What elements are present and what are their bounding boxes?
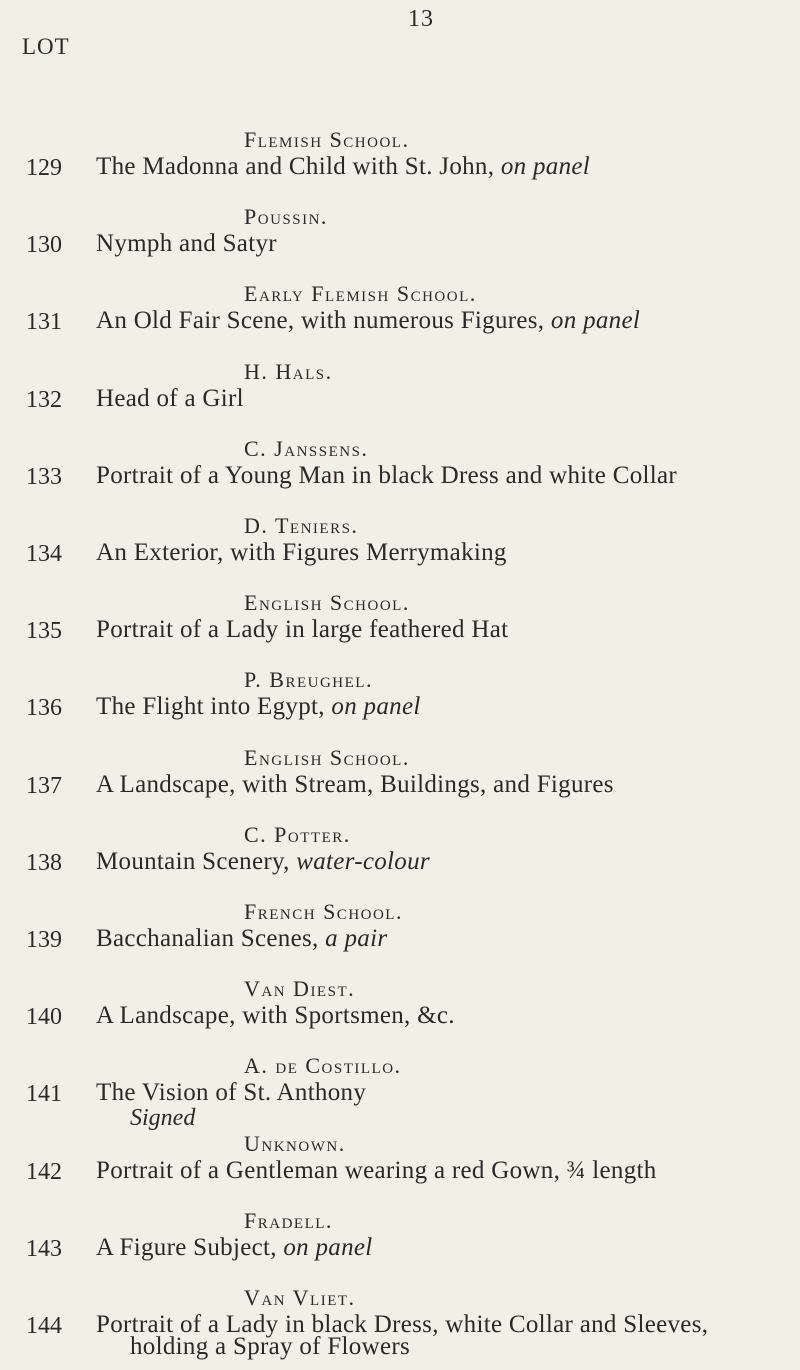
lot-number: 133 <box>26 463 62 490</box>
lot-number: 135 <box>26 618 62 645</box>
lot-title <box>96 1002 455 1030</box>
artist-name: Van Vliet. <box>244 1285 356 1310</box>
lot-entry <box>0 513 800 598</box>
artist-name: Poussin. <box>244 204 328 230</box>
lot-number: 130 <box>26 232 62 259</box>
artist-name: English School. <box>244 590 410 616</box>
lot-title <box>96 616 508 644</box>
lot-number: 144 <box>26 1313 62 1339</box>
artist-name: Unknown. <box>244 1130 346 1156</box>
lot-title-text: Nymph and Satyr <box>96 230 277 258</box>
lot-title <box>96 925 387 953</box>
lot-title-text: Mountain Scenery, <box>96 847 290 875</box>
page-number: 13 <box>408 6 434 32</box>
lot-title-text: Portrait of a Lady in large feathered Hat <box>96 616 509 644</box>
lot-number: 140 <box>26 1004 62 1031</box>
lot-medium-note: water-colour <box>296 847 430 875</box>
lot-number: 143 <box>26 1235 62 1262</box>
lot-entry <box>0 822 800 907</box>
artist-name: D. Teniers. <box>244 513 359 538</box>
lot-number: 141 <box>26 1081 62 1108</box>
lot-title-text: A Landscape, with Stream, Buildings, and Figures <box>96 770 614 798</box>
lot-column-header: LOT <box>22 34 70 59</box>
lot-title <box>96 1157 657 1185</box>
artist-name: P. Breughel. <box>244 667 373 693</box>
artist-name: H. Hals. <box>244 358 333 384</box>
lot-medium-note: on panel <box>283 1233 373 1261</box>
lot-entry <box>0 745 800 830</box>
artist-name: C. Potter. <box>244 821 351 847</box>
lot-number: 132 <box>26 386 62 413</box>
lot-entry <box>0 1131 800 1216</box>
artist-name: English School. <box>244 744 410 770</box>
lot-entry <box>0 976 800 1061</box>
artist-name: Fradell. <box>244 1207 333 1233</box>
artist-name: Van Diest. <box>244 976 356 1002</box>
artist-name: French School. <box>244 899 403 924</box>
lot-title-text: The Madonna and Child with St. John, <box>96 153 495 180</box>
artist-name: A. de Costillo. <box>244 1053 402 1079</box>
lot-title-text: The Flight into Egypt, <box>96 693 325 721</box>
lot-entry <box>0 436 800 521</box>
lot-entry <box>0 667 800 752</box>
lot-title-text: Portrait of a Gentleman wearing a red Gown, ¾ length <box>96 1156 657 1184</box>
lot-title-continuation: holding a Spray of Flowers <box>130 1333 410 1360</box>
lot-number: 138 <box>26 849 62 876</box>
lot-number: 137 <box>26 772 62 799</box>
lot-title <box>96 307 640 335</box>
lot-title-text: Bacchanalian Scenes, <box>96 925 319 952</box>
lot-number: 139 <box>26 927 62 953</box>
lot-entry <box>0 1053 800 1138</box>
lot-entry <box>0 1285 800 1370</box>
lot-title <box>96 693 421 721</box>
artist-name: C. Janssens. <box>244 435 369 461</box>
lot-entry <box>0 359 800 444</box>
lot-number: 131 <box>26 309 62 336</box>
lot-title-text: An Old Fair Scene, with numerous Figures, <box>96 307 545 335</box>
lot-signed-note: Signed <box>130 1105 196 1132</box>
lot-title <box>96 848 430 876</box>
lot-title-text: Portrait of a Lady in black Dress, white Collar and Sleeves, <box>96 1311 709 1338</box>
lot-number: 142 <box>26 1158 62 1185</box>
lot-number: 129 <box>26 155 62 181</box>
lot-title-text: Head of a Girl <box>96 384 244 412</box>
lot-entry <box>0 127 800 212</box>
lot-medium-note: on panel <box>331 693 421 721</box>
lot-medium-note: a pair <box>325 925 388 952</box>
lot-entry <box>0 204 800 289</box>
lot-number: 136 <box>26 695 62 722</box>
lot-title <box>96 771 614 799</box>
lot-title <box>96 230 277 258</box>
lot-entry <box>0 590 800 675</box>
lot-title <box>96 153 590 181</box>
lot-title <box>96 1234 373 1262</box>
lot-entry <box>0 1208 800 1293</box>
lot-medium-note: on panel <box>550 307 641 335</box>
lot-title-text: A Landscape, with Sportsmen, &c. <box>96 1002 455 1030</box>
lot-title-text: An Exterior, with Figures Merrymaking <box>96 539 507 566</box>
lot-number: 134 <box>26 541 62 567</box>
lot-title <box>96 385 244 413</box>
lot-title <box>96 539 507 567</box>
artist-name: Early Flemish School. <box>244 281 477 307</box>
lot-entry <box>0 281 800 366</box>
lot-medium-note: on panel <box>500 153 591 180</box>
lot-entry <box>0 899 800 984</box>
lot-title-text: A Figure Subject, <box>96 1233 277 1261</box>
lot-title-text: Portrait of a Young Man in black Dress and white Collar <box>96 461 678 489</box>
lot-title <box>96 462 677 490</box>
lot-title <box>96 1079 366 1107</box>
lot-title-text: The Vision of St. Anthony <box>96 1079 367 1107</box>
artist-name: Flemish School. <box>244 127 410 152</box>
